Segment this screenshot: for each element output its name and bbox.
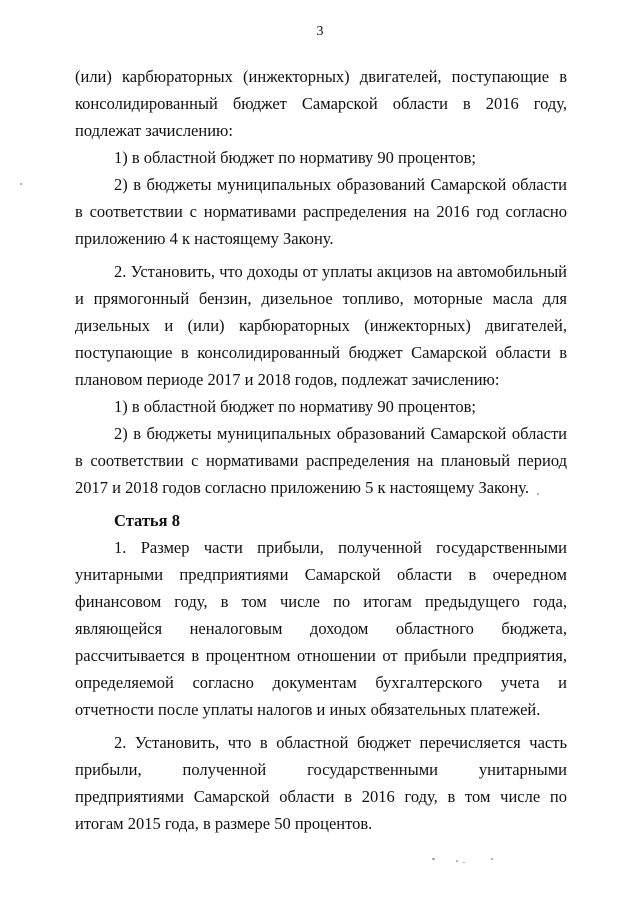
scan-speck [432,858,435,860]
paragraph-list-item: 1) в областной бюджет по нормативу 90 процентов; [114,397,476,416]
paragraph-clause: 2. Установить, что доходы от уплаты акцизов на автомобильный и прямогонный бензин, дизельное топливо, моторные масла для дизельных и (или) карбюраторных (инжекторных) двигателей, поступающие в консолидированный бюджет Самарской области в плановом периоде 2017 и 2018 годов, подлежат зачислению: [75,262,567,389]
document-body [75,63,567,837]
paragraph-continuation: (или) карбюраторных (инжекторных) двигателей, поступающие в консолидированный бюджет Самарской области в 2016 году, подлежат зачислению: [75,67,567,140]
article-paragraph: 2. Установить, что в областной бюджет перечисляется часть прибыли, полученной государственными унитарными предприятиями Самарской области в 2016 году, в том числе по итогам 2015 года, в размере 50 процентов. [75,733,567,833]
page-number: 3 [316,24,324,39]
scan-speck [456,860,458,862]
scan-speck [491,858,493,860]
paragraph-list-item: 2) в бюджеты муниципальных образований Самарской области в соответствии с нормативами распределения на 2016 год согласно приложению 4 к настоящему Закону. [75,175,567,248]
article-heading: Статья 8 [114,511,180,530]
scan-speck [463,862,465,863]
paragraph-list-item: 2) в бюджеты муниципальных образований Самарской области в соответствии с нормативами распределения на плановый период 2017 и 2018 годов согласно приложению 5 к настоящему Закону. [75,424,567,497]
scan-speck [20,183,22,185]
paragraph-list-item: 1) в областной бюджет по нормативу 90 процентов; [114,148,476,167]
scan-speck [537,493,539,495]
article-paragraph: 1. Размер части прибыли, полученной государственными унитарными предприятиями Самарской области в очередном финансовом году, в том числе по итогам предыдущего года, являющейся неналоговым доходом областного бюджета, рассчитывается в процентном отношении от прибыли предприятия, определяемой согласно документам бухгалтерского учета и отчетности после уплаты налогов и иных обязательных платежей. [75,538,567,719]
